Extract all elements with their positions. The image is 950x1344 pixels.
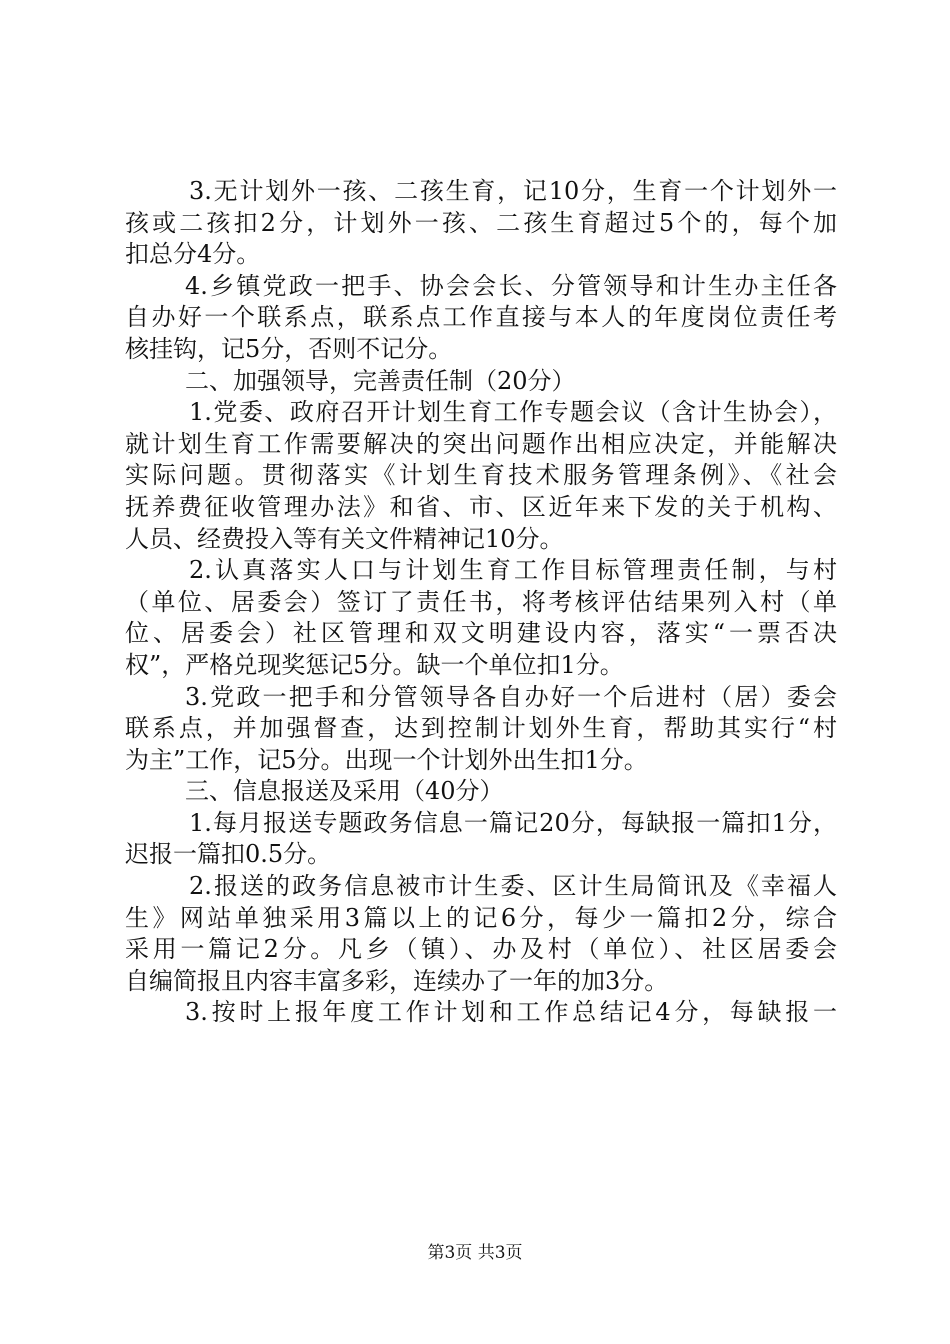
text-line: 4.乡镇党政一把手、协会会长、分管领导和计生办主任各 [185, 271, 837, 300]
text-line: 1.每月报送专题政务信息一篇记20分，每缺报一篇扣1分， [189, 808, 837, 837]
text-line: 自办好一个联系点，联系点工作直接与本人的年度岗位责任考 [125, 303, 837, 332]
text-line: 就计划生育工作需要解决的突出问题作出相应决定，并能解决 [125, 429, 837, 458]
text-line: （单位、居委会）签订了责任书，将考核评估结果列入村（单 [125, 587, 837, 616]
text-line: 人员、经费投入等有关文件精神记10分。 [125, 524, 564, 553]
text-line: 2.报送的政务信息被市计生委、区计生局简讯及《幸福人 [189, 872, 837, 901]
text-line: 扣总分4分。 [125, 240, 261, 269]
text-line: 3.党政一把手和分管领导各自办好一个后进村（居）委会 [185, 682, 837, 711]
text-line: 实际问题。贯彻落实《计划生育技术服务管理条例》、《社会 [125, 461, 837, 490]
text-line: 3.无计划外一孩、二孩生育，记10分，生育一个计划外一 [189, 177, 837, 205]
text-line: 自编简报且内容丰富多彩，连续办了一年的加3分。 [125, 966, 669, 995]
text-line: 权”，严格兑现奖惩记5分。缺一个单位扣1分。 [125, 650, 624, 679]
text-line: 3.按时上报年度工作计划和工作总结记4分，每缺报一 [185, 998, 837, 1027]
text-line: 联系点，并加强督查，达到控制计划外生育，帮助其实行“村 [125, 714, 837, 743]
text-line: 核挂钩，记5分，否则不记分。 [125, 334, 453, 363]
text-line: 三、信息报送及采用（40分） [185, 777, 504, 806]
text-line: 2.认真落实人口与计划生育工作目标管理责任制，与村 [189, 556, 837, 585]
text-line: 二、加强领导，完善责任制（20分） [185, 366, 576, 395]
page-footer: 第3页 共3页 [427, 1243, 523, 1263]
text-line: 迟报一篇扣0.5分。 [125, 840, 332, 869]
text-line: 位、居委会）社区管理和双文明建设内容，落实“一票否决 [125, 619, 837, 648]
text-line: 抚养费征收管理办法》和省、市、区近年来下发的关于机构、 [125, 492, 837, 521]
text-line: 孩或二孩扣2分，计划外一孩、二孩生育超过5个的，每个加 [125, 208, 837, 237]
text-line: 生》网站单独采用3篇以上的记6分，每少一篇扣2分，综合 [125, 903, 837, 932]
document-body [125, 176, 837, 1029]
text-line: 采用一篇记2分。凡乡（镇）、办及村（单位）、社区居委会 [125, 935, 837, 964]
text-line: 为主”工作，记5分。出现一个计划外出生扣1分。 [125, 745, 648, 774]
text-line: 1.党委、政府召开计划生育工作专题会议（含计生协会）， [189, 398, 837, 427]
